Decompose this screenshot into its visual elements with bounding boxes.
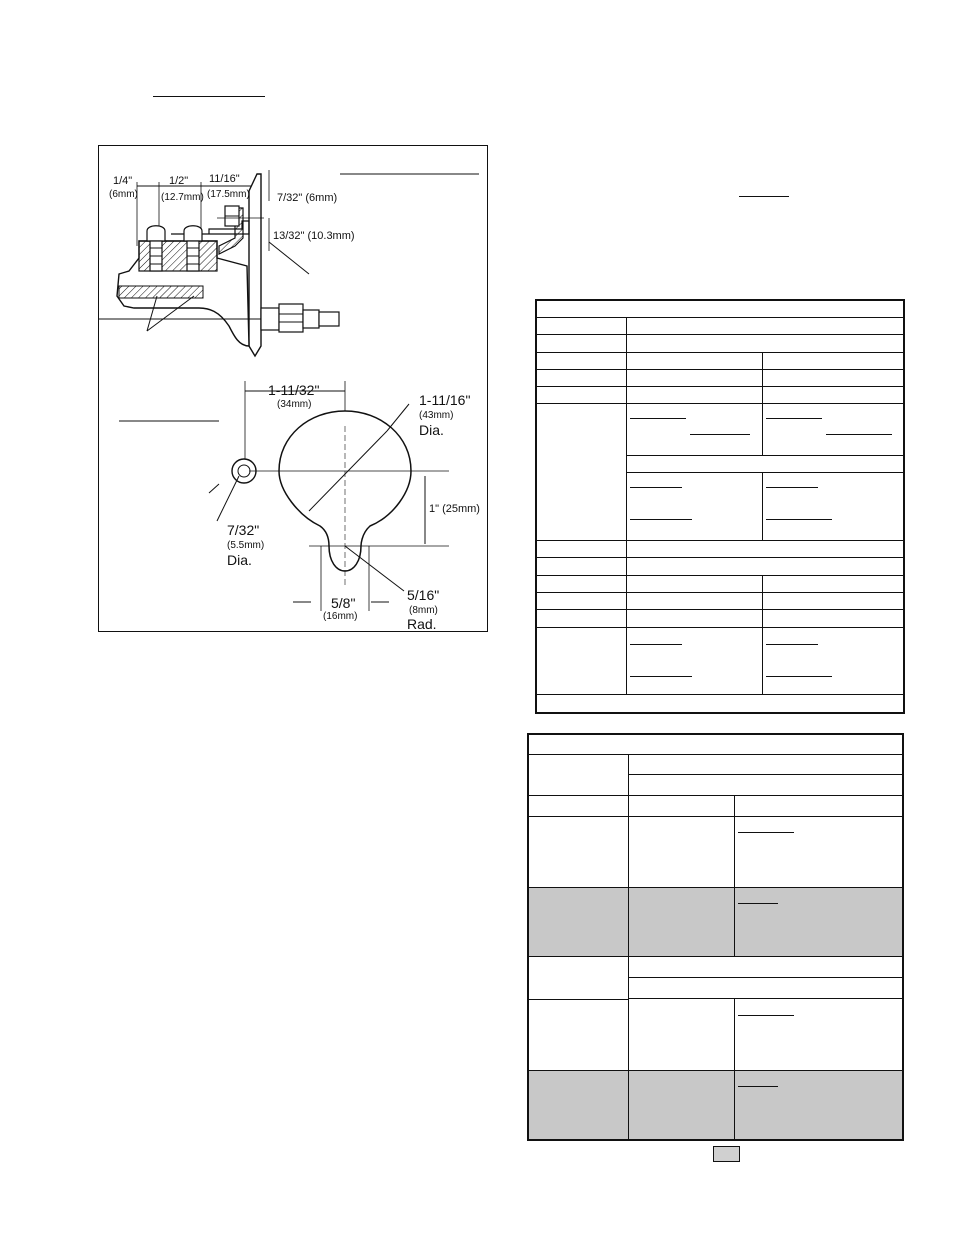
mounting-screw-left: [147, 226, 165, 271]
mounting-plate: [249, 174, 261, 356]
dim-thirteen-thirtyseconds: 13/32" (10.3mm): [273, 230, 355, 242]
dim-cutout-dia-inch: 1-11/16": [419, 392, 471, 408]
dim-hole-dia-mm: (5.5mm): [227, 540, 265, 551]
page-number-box: [713, 1146, 740, 1162]
fitting: [261, 304, 339, 332]
dim-slot-radius-inch: 5/16": [407, 587, 440, 603]
section-heading-underline: [739, 196, 789, 197]
mounting-diagram-figure: [98, 145, 488, 632]
dim-spacing-mm: (34mm): [277, 399, 312, 410]
dim-slot-radius-mm: (8mm): [409, 605, 438, 616]
dim-eleven-sixteenths-inch: 11/16": [209, 173, 240, 185]
dim-slot-width-mm: (16mm): [323, 611, 358, 622]
specifications-table-1: [535, 299, 905, 714]
heading-underline: [153, 96, 265, 97]
dim-hole-dia-label: Dia.: [227, 552, 252, 568]
dim-cutout-dia-label: Dia.: [419, 422, 444, 438]
dim-one-inch: 1" (25mm): [429, 503, 480, 515]
dim-hole-dia-inch: 7/32": [227, 522, 260, 538]
mounting-screw-right: [184, 226, 202, 271]
dim-eleven-sixteenths-mm: (17.5mm): [207, 189, 250, 200]
dim-half-inch: 1/2": [169, 175, 189, 187]
dim-cutout-dia-mm: (43mm): [419, 410, 454, 421]
dim-half-mm: (12.7mm): [161, 192, 204, 203]
dim-slot-width-inch: 5/8": [331, 595, 356, 611]
specifications-table-2: [527, 733, 904, 1141]
dim-spacing-inch: 1-11/32": [268, 382, 320, 398]
dim-quarter-inch: 1/4": [113, 175, 133, 187]
dim-quarter-mm: (6mm): [109, 189, 138, 200]
dim-slot-radius-label: Rad.: [407, 616, 437, 632]
dim-seven-thirtyseconds-top: 7/32" (6mm): [277, 192, 338, 204]
